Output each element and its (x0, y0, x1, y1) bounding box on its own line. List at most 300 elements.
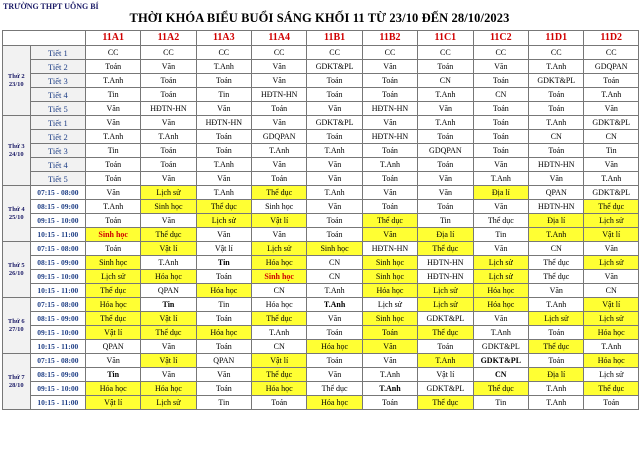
subject-cell: Thể dục (307, 382, 362, 396)
subject-cell: Lịch sử (529, 312, 584, 326)
subject-cell: T.Anh (307, 186, 362, 200)
subject-cell: Tin (418, 214, 473, 228)
subject-cell: Toán (418, 158, 473, 172)
subject-cell: Tin (196, 256, 251, 270)
subject-cell: Toán (473, 102, 529, 116)
subject-cell: Hóa học (307, 340, 362, 354)
time-slot: 07:15 - 08:00 (30, 186, 86, 200)
time-slot: 08:15 - 09:00 (30, 256, 86, 270)
subject-cell: Thể dục (141, 228, 196, 242)
time-slot: Tiết 5 (30, 172, 86, 186)
subject-cell: Thể dục (141, 326, 196, 340)
table-row (3, 102, 639, 116)
subject-cell: CN (584, 130, 639, 144)
subject-cell: Văn (141, 172, 196, 186)
class-header: 11C2 (473, 31, 529, 46)
subject-cell: Toán (86, 214, 141, 228)
subject-cell: Toán (86, 172, 141, 186)
time-slot: 08:15 - 09:00 (30, 312, 86, 326)
subject-cell: Văn (307, 172, 362, 186)
subject-cell: Vật lí (86, 326, 141, 340)
subject-cell: T.Anh (362, 368, 417, 382)
subject-cell: Toán (307, 228, 362, 242)
subject-cell: T.Anh (473, 326, 529, 340)
subject-cell: Toán (196, 270, 251, 284)
subject-cell: Lịch sử (141, 396, 196, 410)
subject-cell: Văn (473, 242, 529, 256)
subject-cell: Văn (418, 172, 473, 186)
class-header: 11A3 (196, 31, 251, 46)
table-row (3, 396, 639, 410)
time-slot: 07:15 - 08:00 (30, 354, 86, 368)
subject-cell: T.Anh (418, 116, 473, 130)
subject-cell: CC (362, 46, 417, 60)
subject-cell: GDKT&PL (418, 382, 473, 396)
subject-cell: Toán (196, 144, 251, 158)
subject-cell: Hóa học (473, 298, 529, 312)
subject-cell: Toán (196, 74, 251, 88)
table-row (3, 382, 639, 396)
subject-cell: Văn (307, 368, 362, 382)
subject-cell: T.Anh (196, 158, 251, 172)
time-slot: Tiết 2 (30, 130, 86, 144)
subject-cell: T.Anh (529, 116, 584, 130)
subject-cell: T.Anh (307, 144, 362, 158)
timetable (2, 30, 639, 410)
time-slot: 08:15 - 09:00 (30, 200, 86, 214)
subject-cell: Toán (529, 326, 584, 340)
subject-cell: Văn (529, 284, 584, 298)
subject-cell: HĐTN-HN (252, 88, 307, 102)
time-slot: 10:15 - 11:00 (30, 228, 86, 242)
time-slot: Tiết 2 (30, 60, 86, 74)
subject-cell: Toán (418, 200, 473, 214)
subject-cell: Văn (362, 186, 417, 200)
subject-cell: Địa lí (529, 368, 584, 382)
subject-cell: CC (473, 46, 529, 60)
header-row (3, 31, 639, 46)
subject-cell: Tin (196, 88, 251, 102)
subject-cell: Toán (307, 214, 362, 228)
subject-cell: Lịch sử (584, 368, 639, 382)
subject-cell: Hóa học (584, 326, 639, 340)
subject-cell: Toán (418, 60, 473, 74)
timetable-body (3, 46, 639, 410)
subject-cell: Lịch sử (584, 256, 639, 270)
subject-cell: Văn (307, 200, 362, 214)
subject-cell: GDKT&PL (307, 60, 362, 74)
time-slot: Tiết 4 (30, 158, 86, 172)
subject-cell: Thể dục (584, 382, 639, 396)
subject-cell: HĐTN-HN (196, 116, 251, 130)
subject-cell: Lịch sử (196, 214, 251, 228)
subject-cell: Hóa học (86, 298, 141, 312)
subject-cell: Văn (252, 228, 307, 242)
subject-cell: CC (418, 46, 473, 60)
subject-cell: Vật lí (141, 242, 196, 256)
subject-cell: Văn (252, 60, 307, 74)
subject-cell: Toán (141, 88, 196, 102)
day-label: Thứ 2 23/10 (3, 46, 31, 116)
subject-cell: QPAN (529, 186, 584, 200)
subject-cell: Thể dục (252, 186, 307, 200)
subject-cell: Toán (141, 158, 196, 172)
subject-cell: Toán (307, 354, 362, 368)
subject-cell: Tin (141, 298, 196, 312)
subject-cell: Văn (473, 200, 529, 214)
subject-cell: Tin (584, 144, 639, 158)
subject-cell: CN (529, 130, 584, 144)
subject-cell: Thể dục (252, 312, 307, 326)
subject-cell: Văn (252, 74, 307, 88)
subject-cell: Văn (418, 186, 473, 200)
subject-cell: QPAN (196, 354, 251, 368)
subject-cell: T.Anh (196, 186, 251, 200)
subject-cell: Văn (584, 158, 639, 172)
subject-cell: GDQPAN (418, 144, 473, 158)
subject-cell: Văn (141, 116, 196, 130)
subject-cell: Hóa học (307, 396, 362, 410)
subject-cell: CN (473, 88, 529, 102)
subject-cell: Toán (307, 88, 362, 102)
subject-cell: Văn (307, 102, 362, 116)
time-slot: Tiết 4 (30, 88, 86, 102)
time-slot: Tiết 3 (30, 144, 86, 158)
subject-cell: Thể dục (418, 242, 473, 256)
subject-cell: Sinh học (362, 312, 417, 326)
subject-cell: Văn (196, 228, 251, 242)
subject-cell: Toán (86, 158, 141, 172)
subject-cell: Thể dục (252, 368, 307, 382)
subject-cell: HĐTN-HN (529, 200, 584, 214)
subject-cell: Văn (141, 340, 196, 354)
subject-cell: Lịch sử (86, 270, 141, 284)
table-row (3, 158, 639, 172)
subject-cell: T.Anh (86, 200, 141, 214)
subject-cell: Thể dục (362, 214, 417, 228)
subject-cell: Toán (86, 242, 141, 256)
subject-cell: Thể dục (473, 382, 529, 396)
table-row (3, 172, 639, 186)
subject-cell: Toán (529, 88, 584, 102)
subject-cell: Thể dục (473, 214, 529, 228)
day-label: Thứ 5 26/10 (3, 242, 31, 298)
subject-cell: Văn (252, 116, 307, 130)
subject-cell: Văn (473, 158, 529, 172)
subject-cell: Toán (307, 74, 362, 88)
subject-cell: T.Anh (529, 396, 584, 410)
subject-cell: Vật lí (252, 214, 307, 228)
subject-cell: Toán (196, 340, 251, 354)
subject-cell: Sinh học (86, 228, 141, 242)
subject-cell: T.Anh (141, 130, 196, 144)
subject-cell: CC (141, 46, 196, 60)
subject-cell: Toán (362, 326, 417, 340)
subject-cell: Văn (473, 312, 529, 326)
subject-cell: Văn (584, 242, 639, 256)
subject-cell: T.Anh (584, 172, 639, 186)
day-label: Thứ 3 24/10 (3, 116, 31, 186)
subject-cell: Văn (307, 158, 362, 172)
subject-cell: Văn (86, 116, 141, 130)
subject-cell: CC (252, 46, 307, 60)
subject-cell: T.Anh (307, 298, 362, 312)
subject-cell: Văn (252, 158, 307, 172)
subject-cell: Tin (196, 298, 251, 312)
subject-cell: GDKT&PL (529, 74, 584, 88)
time-slot: 09:15 - 10:00 (30, 214, 86, 228)
subject-cell: CN (307, 256, 362, 270)
subject-cell: Vật lí (584, 228, 639, 242)
subject-cell: Văn (362, 354, 417, 368)
subject-cell: Lịch sử (252, 242, 307, 256)
subject-cell: Toán (362, 172, 417, 186)
time-slot: Tiết 3 (30, 74, 86, 88)
subject-cell: GDQPAN (584, 60, 639, 74)
subject-cell: Hóa học (252, 256, 307, 270)
table-row (3, 144, 639, 158)
table-row (3, 256, 639, 270)
subject-cell: GDQPAN (252, 130, 307, 144)
subject-cell: Thể dục (86, 312, 141, 326)
subject-cell: Vật lí (141, 312, 196, 326)
subject-cell: HĐTN-HN (418, 270, 473, 284)
subject-cell: Vật lí (86, 396, 141, 410)
subject-cell: Sinh học (307, 242, 362, 256)
subject-cell: Toán (418, 340, 473, 354)
subject-cell: CN (473, 368, 529, 382)
subject-cell: Thể dục (196, 200, 251, 214)
subject-cell: T.Anh (418, 88, 473, 102)
class-header: 11D1 (529, 31, 584, 46)
subject-cell: Hóa học (252, 298, 307, 312)
subject-cell: Văn (141, 60, 196, 74)
subject-cell: T.Anh (418, 354, 473, 368)
subject-cell: Địa lí (529, 214, 584, 228)
table-row (3, 116, 639, 130)
table-row (3, 88, 639, 102)
subject-cell: Toán (473, 144, 529, 158)
subject-cell: GDKT&PL (584, 116, 639, 130)
time-slot: Tiết 5 (30, 102, 86, 116)
subject-cell: Tin (473, 396, 529, 410)
subject-cell: Toán (196, 382, 251, 396)
table-row (3, 46, 639, 60)
subject-cell: Sinh học (86, 256, 141, 270)
subject-cell: Toán (584, 396, 639, 410)
subject-cell: Sinh học (362, 270, 417, 284)
subject-cell: GDKT&PL (473, 354, 529, 368)
time-slot: 10:15 - 11:00 (30, 284, 86, 298)
subject-cell: Vật lí (418, 368, 473, 382)
subject-cell: Hóa học (362, 284, 417, 298)
table-row (3, 200, 639, 214)
subject-cell: Toán (473, 74, 529, 88)
subject-cell: Văn (362, 60, 417, 74)
subject-cell: Lịch sử (473, 270, 529, 284)
subject-cell: CN (252, 284, 307, 298)
table-row (3, 214, 639, 228)
table-row (3, 130, 639, 144)
subject-cell: Toán (141, 74, 196, 88)
subject-cell: T.Anh (307, 284, 362, 298)
subject-cell: CC (307, 46, 362, 60)
subject-cell: T.Anh (362, 382, 417, 396)
subject-cell: Toán (529, 354, 584, 368)
subject-cell: GDKT&PL (418, 312, 473, 326)
time-slot: 07:15 - 08:00 (30, 298, 86, 312)
subject-cell: Hóa học (252, 382, 307, 396)
subject-cell: Văn (584, 270, 639, 284)
subject-cell: Văn (141, 214, 196, 228)
subject-cell: CN (584, 284, 639, 298)
subject-cell: Tin (86, 144, 141, 158)
subject-cell: HĐTN-HN (362, 102, 417, 116)
table-row (3, 270, 639, 284)
school-name: TRƯỜNG THPT UÔNG BÍ (3, 2, 99, 11)
subject-cell: Lịch sử (418, 284, 473, 298)
subject-cell: T.Anh (141, 256, 196, 270)
subject-cell: Sinh học (252, 200, 307, 214)
day-label: Thứ 7 28/10 (3, 354, 31, 410)
subject-cell: Toán (362, 88, 417, 102)
table-row (3, 298, 639, 312)
time-slot: 10:15 - 11:00 (30, 396, 86, 410)
subject-cell: Toán (86, 60, 141, 74)
table-row (3, 242, 639, 256)
subject-cell: T.Anh (252, 144, 307, 158)
subject-cell: Tin (86, 88, 141, 102)
subject-cell: Hóa học (86, 382, 141, 396)
subject-cell: Vật lí (196, 242, 251, 256)
class-header: 11A2 (141, 31, 196, 46)
subject-cell: HĐTN-HN (362, 130, 417, 144)
subject-cell: CN (307, 270, 362, 284)
subject-cell: Thể dục (86, 284, 141, 298)
table-row (3, 354, 639, 368)
time-slot: 10:15 - 11:00 (30, 340, 86, 354)
subject-cell: Toán (252, 102, 307, 116)
subject-cell: Hóa học (141, 270, 196, 284)
subject-cell: Thể dục (584, 200, 639, 214)
subject-cell: Sinh học (141, 200, 196, 214)
subject-cell: Địa lí (418, 228, 473, 242)
subject-cell: Tin (86, 368, 141, 382)
subject-cell: CC (584, 46, 639, 60)
subject-cell: Văn (584, 102, 639, 116)
subject-cell: T.Anh (529, 382, 584, 396)
subject-cell: Lịch sử (473, 256, 529, 270)
subject-cell: Toán (362, 144, 417, 158)
subject-cell: Vật lí (252, 354, 307, 368)
subject-cell: Toán (196, 312, 251, 326)
subject-cell: Thể dục (418, 396, 473, 410)
subject-cell: HĐTN-HN (362, 242, 417, 256)
subject-cell: Sinh học (362, 256, 417, 270)
subject-cell: Toán (307, 130, 362, 144)
page-title: THỜI KHÓA BIỂU BUỔI SÁNG KHỐI 11 TỪ 23/10 ĐẾN 28/10/2023 (129, 11, 510, 25)
table-row (3, 60, 639, 74)
subject-cell: CC (86, 46, 141, 60)
time-slot: 09:15 - 10:00 (30, 270, 86, 284)
subject-cell: Thể dục (529, 256, 584, 270)
subject-cell: Toán (473, 116, 529, 130)
table-row (3, 340, 639, 354)
subject-cell: T.Anh (584, 340, 639, 354)
subject-cell: T.Anh (473, 172, 529, 186)
subject-cell: Văn (529, 172, 584, 186)
subject-cell: Thể dục (529, 270, 584, 284)
time-slot: 07:15 - 08:00 (30, 242, 86, 256)
subject-cell: T.Anh (196, 60, 251, 74)
day-label: Thứ 6 27/10 (3, 298, 31, 354)
subject-cell: Văn (86, 354, 141, 368)
subject-cell: Văn (418, 102, 473, 116)
subject-cell: T.Anh (584, 88, 639, 102)
subject-cell: GDKT&PL (584, 186, 639, 200)
subject-cell: Địa lí (473, 186, 529, 200)
subject-cell: Vật lí (141, 354, 196, 368)
subject-cell: T.Anh (86, 74, 141, 88)
subject-cell: Toán (252, 172, 307, 186)
subject-cell: QPAN (86, 340, 141, 354)
class-header: 11C1 (418, 31, 473, 46)
subject-cell: Văn (362, 116, 417, 130)
table-row (3, 228, 639, 242)
subject-cell: Văn (196, 102, 251, 116)
subject-cell: Toán (473, 130, 529, 144)
subject-cell: Toán (418, 130, 473, 144)
table-row (3, 284, 639, 298)
time-slot: Tiết 1 (30, 46, 86, 60)
subject-cell: Toán (529, 144, 584, 158)
subject-cell: T.Anh (252, 326, 307, 340)
subject-cell: Tin (473, 228, 529, 242)
subject-cell: Lịch sử (362, 298, 417, 312)
subject-cell: T.Anh (362, 158, 417, 172)
header-corner (3, 31, 86, 46)
subject-cell: Toán (307, 326, 362, 340)
day-label: Thứ 4 25/10 (3, 186, 31, 242)
subject-cell: Lịch sử (584, 214, 639, 228)
subject-cell: Hóa học (196, 326, 251, 340)
time-slot: Tiết 1 (30, 116, 86, 130)
subject-cell: Văn (196, 172, 251, 186)
subject-cell: CN (529, 242, 584, 256)
subject-cell: Văn (86, 102, 141, 116)
subject-cell: Toán (362, 200, 417, 214)
subject-cell: HĐTN-HN (418, 256, 473, 270)
table-row (3, 326, 639, 340)
subject-cell: Lịch sử (141, 186, 196, 200)
subject-cell: Văn (307, 312, 362, 326)
time-slot: 08:15 - 09:00 (30, 368, 86, 382)
subject-cell: Toán (252, 396, 307, 410)
time-slot: 09:15 - 10:00 (30, 326, 86, 340)
subject-cell: CN (418, 74, 473, 88)
subject-cell: Toán (141, 144, 196, 158)
subject-cell: Hóa học (584, 354, 639, 368)
subject-cell: Toán (196, 130, 251, 144)
subject-cell: Hóa học (196, 284, 251, 298)
class-header: 11A4 (252, 31, 307, 46)
subject-cell: CN (252, 340, 307, 354)
subject-cell: T.Anh (529, 228, 584, 242)
subject-cell: Thể dục (529, 340, 584, 354)
subject-cell: QPAN (141, 284, 196, 298)
subject-cell: Tin (196, 396, 251, 410)
subject-cell: Vật lí (584, 298, 639, 312)
